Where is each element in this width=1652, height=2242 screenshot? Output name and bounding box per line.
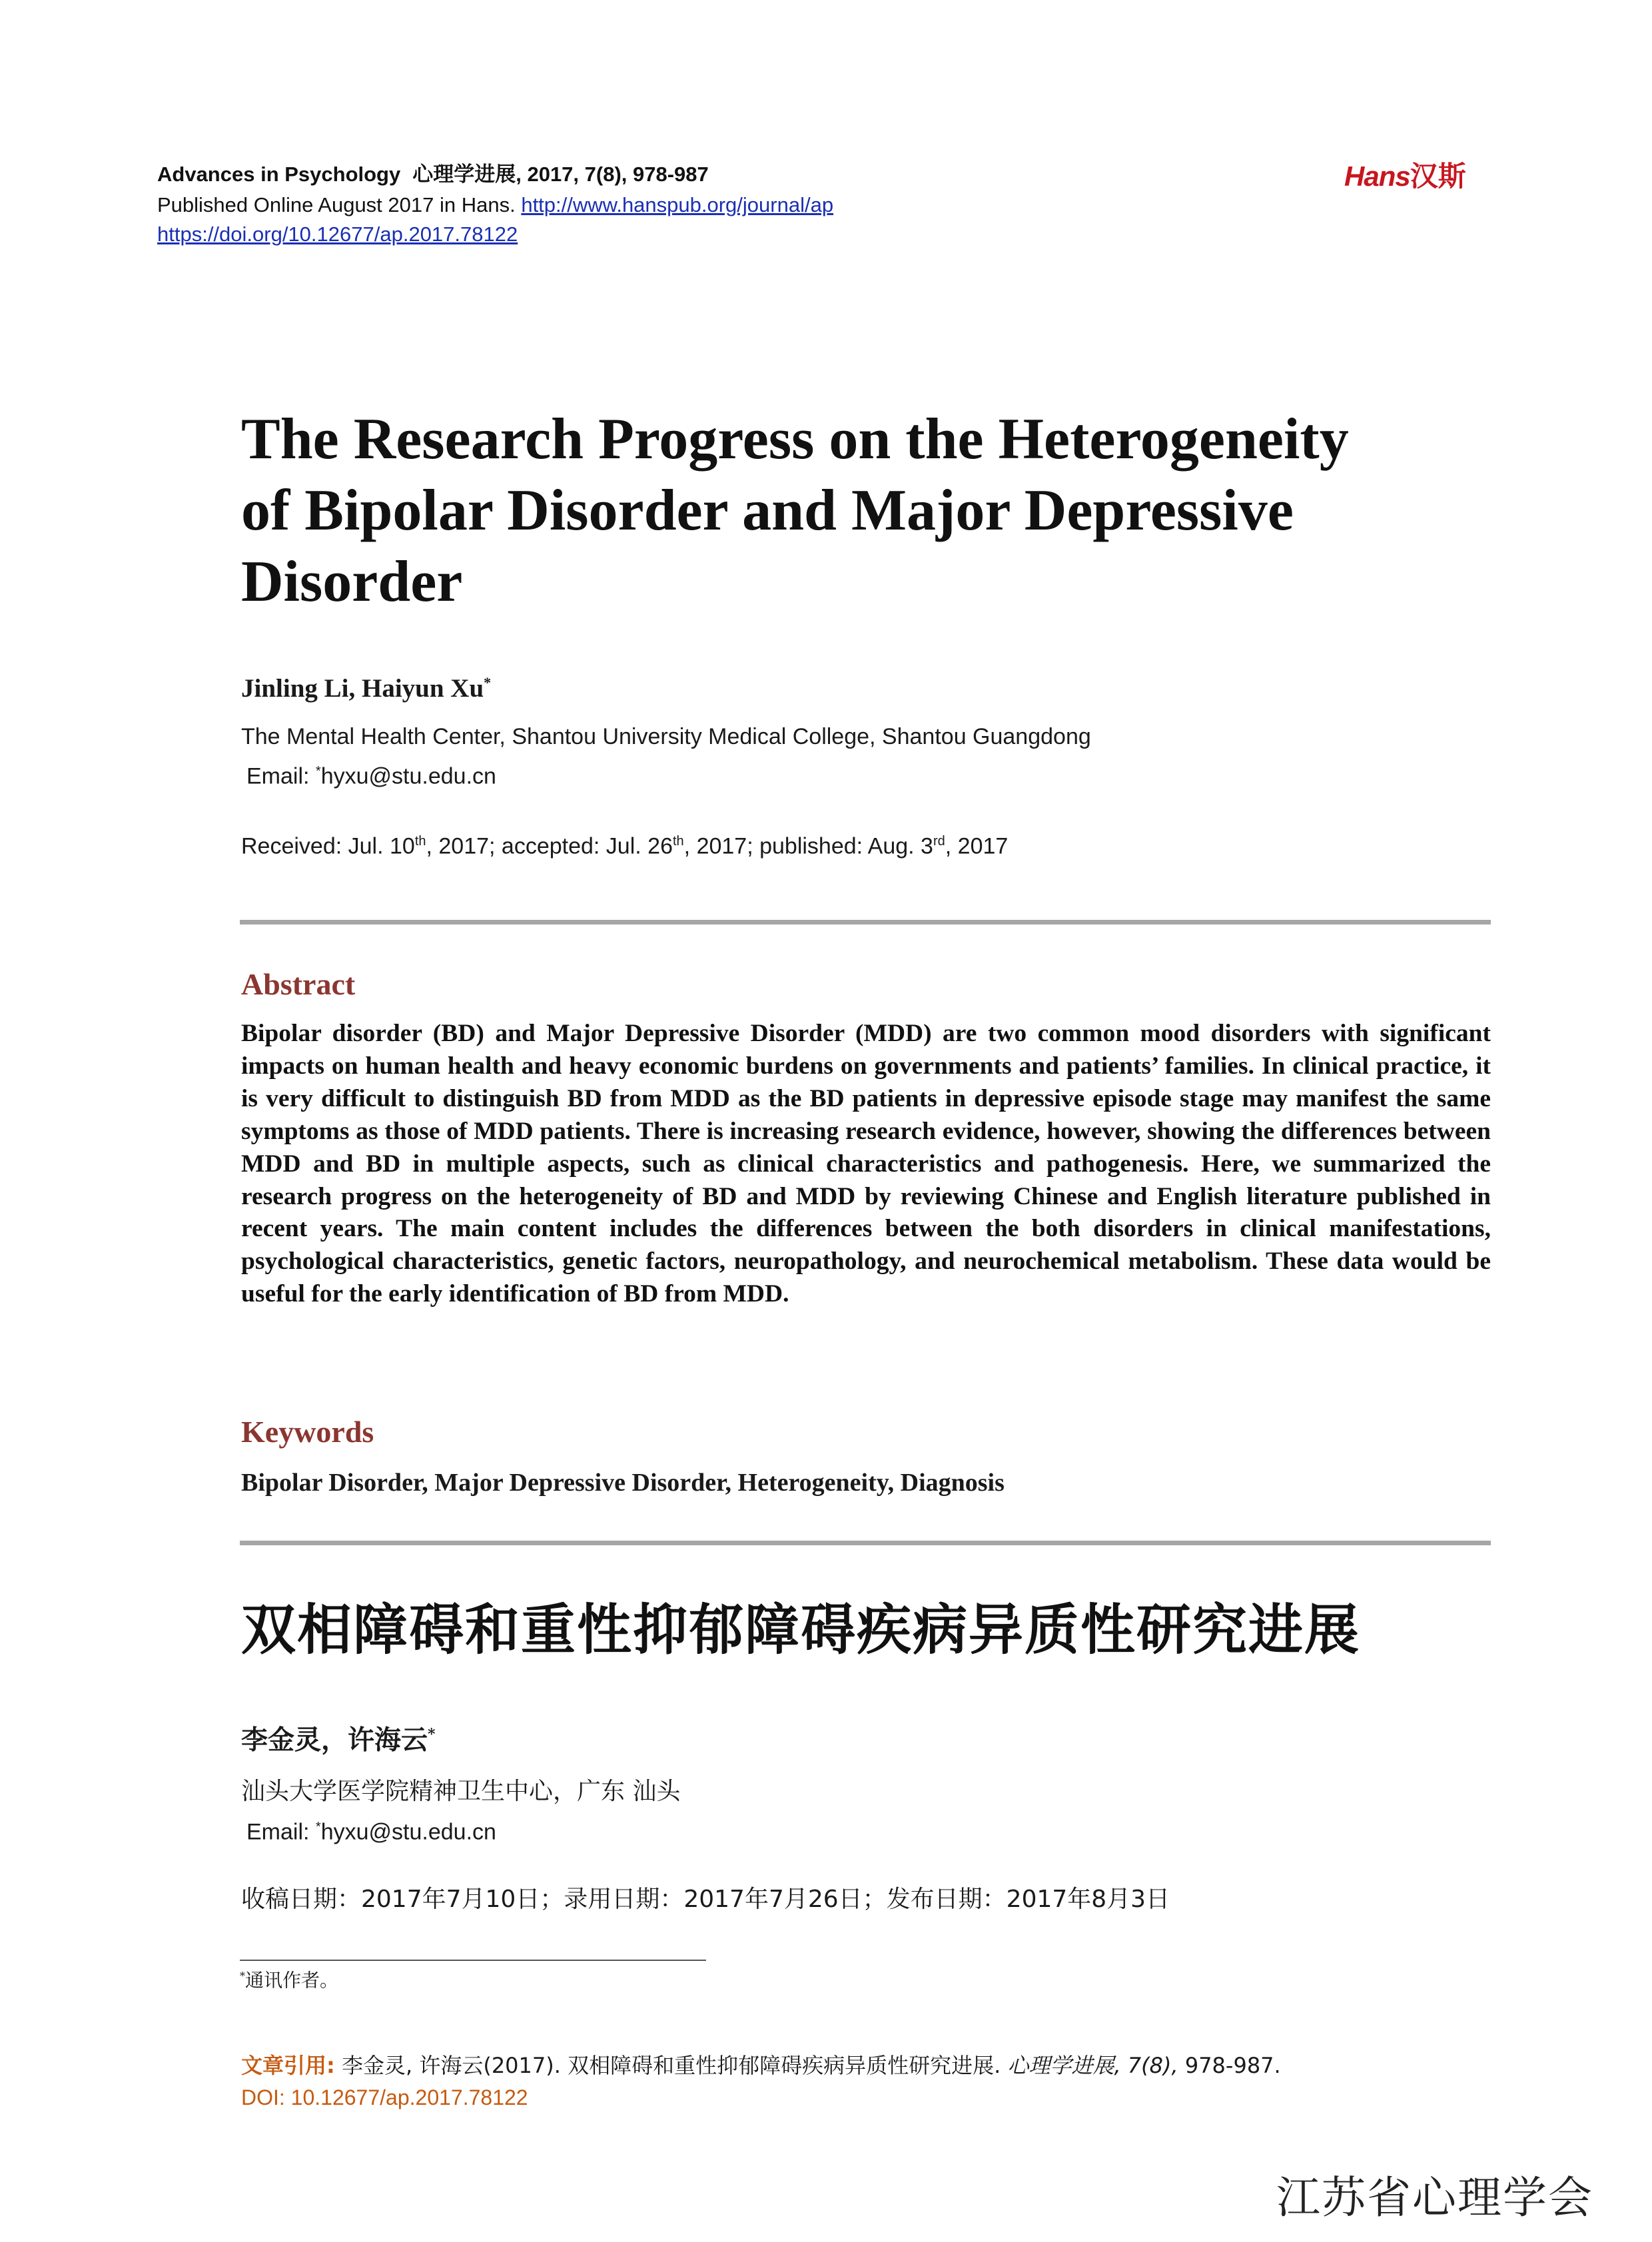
- email-line: [246, 756, 496, 791]
- doi-link[interactable]: https://doi.org/10.12677/ap.2017.78122: [157, 222, 518, 246]
- date-year: , 2017: [945, 833, 1009, 859]
- journal-citation: 心理学进展, 2017, 7(8), 978-987: [412, 163, 709, 186]
- logo-text-cn: 汉斯: [1410, 160, 1466, 192]
- title-line: of Bipolar Disorder and Major Depressive: [241, 478, 1294, 543]
- journal-header: [157, 160, 709, 189]
- chinese-title: 双相障碍和重性抑郁障碍疾病异质性研究进展: [241, 1599, 1361, 1662]
- doi-line: [157, 220, 518, 249]
- keywords-heading: Keywords: [241, 1415, 374, 1449]
- footnote-mark: *: [240, 1970, 245, 1982]
- email-label: Email:: [246, 763, 310, 789]
- publication-line: [157, 190, 833, 220]
- abstract-heading: Abstract: [241, 967, 356, 1001]
- author-list: [241, 666, 491, 705]
- chinese-author-list: [241, 1717, 436, 1757]
- email-address[interactable]: hyxu@stu.edu.cn: [320, 1819, 496, 1845]
- title-line: The Research Progress on the Heterogeneity: [241, 407, 1349, 472]
- chinese-author-names: 李金灵，许海云: [241, 1724, 428, 1756]
- abstract-body: Bipolar disorder (BD) and Major Depressive Disorder (MDD) are two common mood disorders with significant impacts on human health and heavy economic burdens on governments and patients’ families. In clinical practice, it is very difficult to distinguish BD from MDD as the BD patients in depressive episode stage may manifest the same symptoms as those of MDD patients. There is increasing research evidence, however, showing the differences between MDD and BD in multiple aspects, such as clinical characteristics and pathogenesis. Here, we summarized the research progress on the heterogeneity of BD and MDD by reviewing Chinese and English literature published in recent years. The main content includes the differences between the both disorders in clinical manifestations, psychological characteristics, genetic factors, neuropathology, and neurochemical metabolism. These data would be useful for the early identification of BD from MDD.: [241, 1020, 1491, 1308]
- title-line: Disorder: [241, 550, 463, 614]
- publication-dates: [241, 826, 1008, 861]
- affiliation: The Mental Health Center, Shantou University Medical College, Shantou Guangdong: [241, 724, 1091, 749]
- citation-journal: 心理学进展, 7(8),: [1007, 2053, 1178, 2078]
- email-address[interactable]: hyxu@stu.edu.cn: [320, 763, 496, 789]
- author-names: Jinling Li, Haiyun Xu: [241, 674, 484, 703]
- ordinal-suffix: th: [672, 834, 684, 849]
- citation-pages: 978-987.: [1178, 2053, 1281, 2078]
- citation-text: 李金灵, 许海云(2017). 双相障碍和重性抑郁障碍疾病异质性研究进展.: [334, 2053, 1008, 2078]
- chinese-email-line: [246, 1812, 496, 1847]
- corresponding-mark: *: [428, 1726, 436, 1743]
- section-divider: [240, 1541, 1491, 1545]
- citation-line: [241, 2050, 1281, 2081]
- accepted-date: , 2017; accepted: Jul. 26: [426, 833, 673, 859]
- journal-link[interactable]: http://www.hanspub.org/journal/ap: [521, 193, 834, 216]
- ordinal-suffix: rd: [933, 834, 945, 849]
- paper-title: [241, 404, 1507, 617]
- email-label: Email:: [246, 1819, 310, 1845]
- chinese-publication-dates: 收稿日期：2017年7月10日；录用日期：2017年7月26日；发布日期：2017年8月3日: [241, 1886, 1170, 1913]
- footnote-text: 通讯作者。: [245, 1969, 339, 1992]
- logo-text-en: Hans: [1344, 161, 1410, 192]
- journal-name: Advances in Psychology: [157, 163, 401, 186]
- published-text: Published Online August 2017 in Hans.: [157, 193, 516, 216]
- section-divider: [240, 920, 1491, 925]
- citation-doi[interactable]: DOI: 10.12677/ap.2017.78122: [241, 2085, 528, 2109]
- email-mark: *: [315, 1820, 321, 1834]
- published-date: , 2017; published: Aug. 3: [683, 833, 933, 859]
- corresponding-mark: *: [484, 674, 492, 691]
- footnote: [240, 1964, 338, 1993]
- publisher-logo: [1344, 160, 1466, 193]
- citation-label: 文章引用:: [241, 2053, 335, 2078]
- chinese-affiliation: 汕头大学医学院精神卫生中心，广东 汕头: [241, 1778, 681, 1805]
- watermark-text: 江苏省心理学会: [1276, 2172, 1593, 2223]
- received-date: Received: Jul. 10: [241, 833, 415, 859]
- email-mark: *: [315, 764, 321, 779]
- footnote-rule: [240, 1960, 706, 1961]
- ordinal-suffix: th: [414, 834, 426, 849]
- keywords-list: Bipolar Disorder, Major Depressive Disorder, Heterogeneity, Diagnosis: [241, 1469, 1005, 1497]
